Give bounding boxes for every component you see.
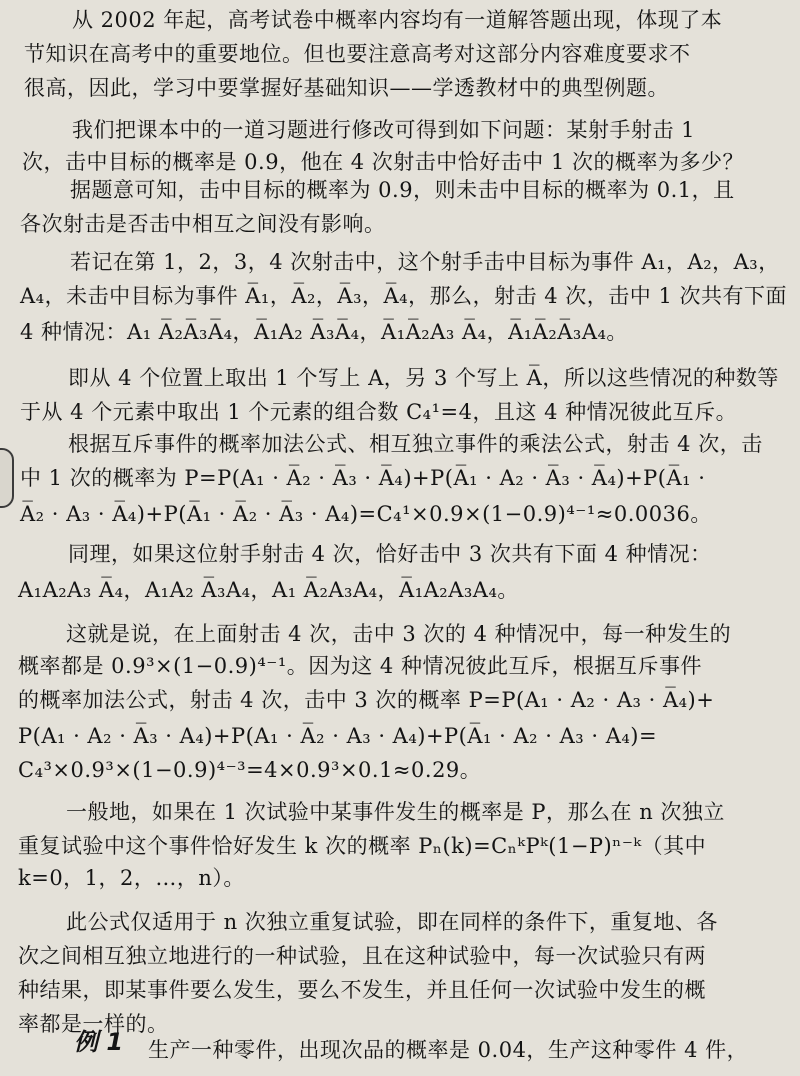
text-line: 即从 4 个位置上取出 1 个写上 A，另 3 个写上 A̅，所以这些情况的种数等 (68, 366, 779, 390)
text-line: 很高，因此，学习中要掌握好基础知识——学透教材中的典型例题。 (24, 76, 669, 100)
text-line: A₄，未击中目标为事件 A̅₁，A̅₂，A̅₃，A̅₄，那么，射击 4 次，击中 1 次共有下面 (20, 284, 788, 308)
text-line: 次，击中目标的概率是 0.9，他在 4 次射击中恰好击中 1 次的概率为多少？ (22, 150, 744, 174)
text-line: 这就是说，在上面射击 4 次，击中 3 次的 4 种情况中，每一种发生的 (66, 622, 732, 646)
text-line: 概率都是 0.9³×(1−0.9)⁴⁻¹。因为这 4 种情况彼此互斥，根据互斥事件 (18, 654, 702, 678)
text-line: 一般地，如果在 1 次试验中某事件发生的概率是 P，那么在 n 次独立 (66, 800, 725, 824)
text-line: k=0，1，2，…，n）。 (18, 866, 245, 890)
text-line: 次之间相互独立地进行的一种试验，且在这种试验中，每一次试验只有两 (18, 944, 706, 968)
text-line: A₁A₂A₃ A̅₄，A₁A₂ A̅₃A₄，A₁ A̅₂A₃A₄，A̅₁A₂A₃A₄。 (18, 578, 519, 602)
text-line: 从 2002 年起，高考试卷中概率内容均有一道解答题出现，体现了本 (72, 8, 723, 32)
text-line: 节知识在高考中的重要地位。但也要注意高考对这部分内容难度要求不 (24, 42, 691, 66)
page-edge-tab (0, 448, 14, 508)
text-line: 根据互斥事件的概率加法公式、相互独立事件的乘法公式，射击 4 次，击 (68, 432, 763, 456)
text-line: 种结果，即某事件要么发生，要么不发生，并且任何一次试验中发生的概 (18, 978, 706, 1002)
text-line: 若记在第 1，2，3，4 次射击中，这个射手击中目标为事件 A₁，A₂，A₃， (70, 250, 780, 274)
text-line: 此公式仅适用于 n 次独立重复试验，即在同样的条件下，重复地、各 (66, 910, 718, 934)
text-line: 据题意可知，击中目标的概率为 0.9，则未击中目标的概率为 0.1，且 (70, 178, 735, 202)
text-line: 4 种情况：A₁ A̅₂A̅₃A̅₄，A̅₁A₂ A̅₃A̅₄，A̅₁A̅₂A₃ A̅₄，A̅₁A̅₂A̅₃A₄。 (20, 320, 628, 344)
text-line: 中 1 次的概率为 P=P(A₁ · A̅₂ · A̅₃ · A̅₄)+P(A̅₁ · A₂ · A̅₃ · A̅₄)+P(A̅₁ · (20, 466, 706, 490)
text-line: 率都是一样的。 (18, 1012, 169, 1036)
example-label: 例 1 (74, 1028, 124, 1056)
text-line: P(A₁ · A₂ · A̅₃ · A₄)+P(A₁ · A̅₂ · A₃ · A₄)+P(A̅₁ · A₂ · A₃ · A₄)= (18, 724, 658, 748)
text-line: 的概率加法公式，射击 4 次，击中 3 次的概率 P=P(A₁ · A₂ · A₃ · A̅₄)+ (18, 688, 715, 712)
text-line: 同理，如果这位射手射击 4 次，恰好击中 3 次共有下面 4 种情况： (68, 542, 712, 566)
text-line: 生产一种零件，出现次品的概率是 0.04，生产这种零件 4 件， (148, 1038, 749, 1062)
text-line: 我们把课本中的一道习题进行修改可得到如下问题：某射手射击 1 (72, 118, 696, 142)
text-line: 各次射击是否击中相互之间没有影响。 (20, 212, 386, 236)
text-line: 于从 4 个元素中取出 1 个元素的组合数 C₄¹=4，且这 4 种情况彼此互斥。 (20, 400, 738, 424)
text-line: C₄³×0.9³×(1−0.9)⁴⁻³=4×0.9³×0.1≈0.29。 (18, 758, 482, 782)
text-line: 重复试验中这个事件恰好发生 k 次的概率 Pₙ(k)=CₙᵏPᵏ(1−P)ⁿ⁻ᵏ（其中 (18, 834, 707, 858)
text-line: A̅₂ · A₃ · A̅₄)+P(A̅₁ · A̅₂ · A̅₃ · A₄)=C₄¹×0.9×(1−0.9)⁴⁻¹≈0.0036。 (20, 502, 712, 526)
